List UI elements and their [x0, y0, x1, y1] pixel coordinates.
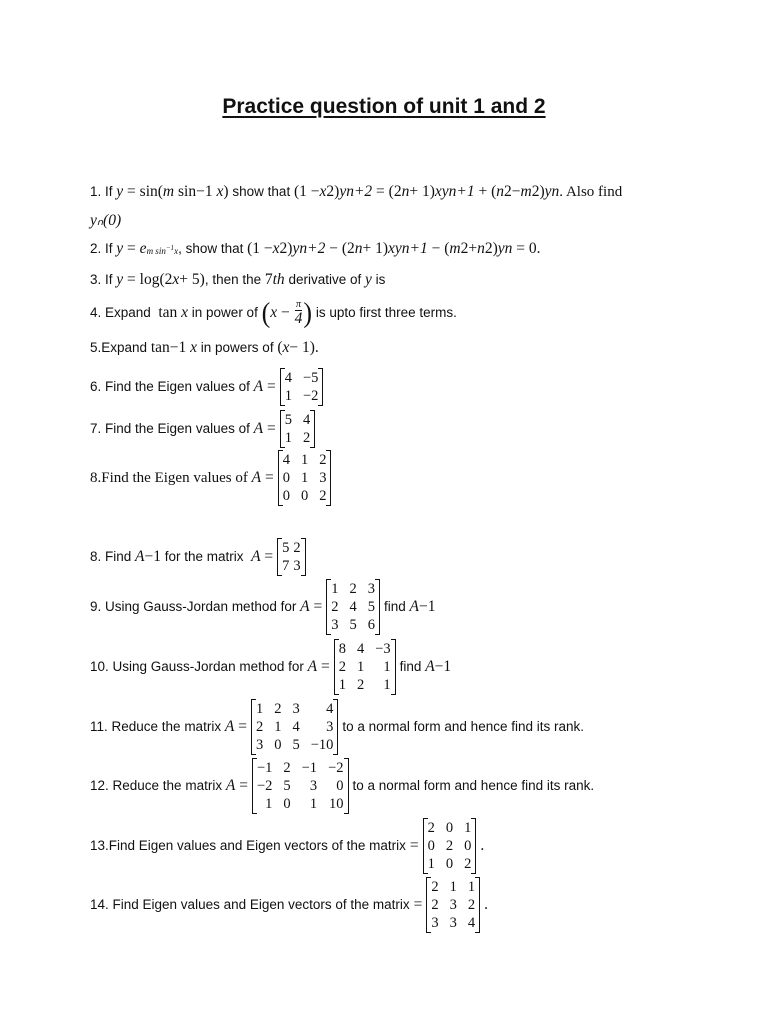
- q4-mid: in power of: [191, 305, 258, 321]
- matrix-cell: −10: [310, 737, 334, 754]
- matrix-cell: 1: [383, 659, 391, 676]
- matrix-cell: 1: [449, 879, 457, 895]
- matrix-cell: 2: [349, 581, 357, 597]
- q9-end: find: [383, 599, 406, 615]
- matrix-cell: 1: [255, 701, 264, 717]
- matrix-cell: 3: [309, 778, 318, 795]
- matrix-cell: 1: [284, 430, 292, 447]
- page-title: Practice question of unit 1 and 2: [222, 95, 546, 118]
- matrix-cell: 2: [467, 897, 476, 914]
- q8b-mid: for the matrix: [164, 549, 244, 565]
- q8a-label: 8.Find the Eigen values of: [90, 470, 248, 487]
- matrix-cell: 2: [464, 856, 472, 873]
- matrix-cell: 2: [427, 820, 435, 836]
- matrix-cell: 5: [284, 412, 292, 428]
- matrix-cell: 2: [274, 701, 282, 717]
- matrix-cell: −2: [302, 388, 319, 405]
- q7-label: 7. Find the Eigen values of: [90, 421, 250, 437]
- matrix-cell: 3: [319, 470, 327, 487]
- matrix-cell: −2: [328, 760, 344, 776]
- matrix-cell: 3: [326, 719, 334, 736]
- matrix-cell: 4: [349, 599, 357, 616]
- question-8b: 8. Find A −1 for the matrix A = 5 2 7 3: [90, 538, 310, 576]
- matrix-cell: 7: [282, 558, 290, 575]
- matrix-cell: 3: [449, 897, 457, 914]
- matrix-cell: 4: [292, 719, 300, 736]
- matrix-cell: 2: [338, 659, 346, 676]
- q11-label: 11. Reduce the matrix: [90, 719, 222, 735]
- question-9: 9. Using Gauss-Jordan method for A = 1 2 3 2 4 5 3 5 6 find A −1: [90, 579, 435, 635]
- q1-second-line: yₙ(0): [90, 212, 122, 229]
- q5-label: 5.Expand: [90, 340, 148, 356]
- matrix-cell: 1: [467, 879, 476, 895]
- matrix-cell: −2: [256, 778, 273, 795]
- matrix-cell: 1: [356, 659, 365, 676]
- q10-label: 10. Using Gauss-Jordan method for: [90, 659, 304, 675]
- matrix-cell: 5: [282, 540, 290, 556]
- matrix-cell: 0: [282, 470, 290, 487]
- matrix-cell: 4: [284, 370, 292, 386]
- question-3: 3. If y = log(2 x + 5) , then the 7 th derivative of y is: [90, 271, 386, 289]
- matrix-cell: 2: [331, 599, 339, 616]
- question-13: 13.Find Eigen values and Eigen vectors of the matrix = 2 0 1 0 2 0 1 0 2 .: [90, 818, 484, 874]
- question-8a: 8.Find the Eigen values of A = 4 1 2 0 1 3 0 0 2: [90, 450, 335, 506]
- q3-mid2: derivative of: [288, 272, 362, 288]
- matrix-cell: 1: [427, 856, 435, 873]
- q13-matrix: [423, 818, 477, 874]
- q8b-label: 8. Find: [90, 549, 132, 565]
- matrix-cell: −1: [301, 760, 318, 776]
- matrix-cell: 2: [255, 719, 264, 736]
- q8a-matrix: [278, 450, 332, 506]
- q6-matrix: [280, 368, 324, 406]
- q10-matrix: [334, 639, 396, 695]
- matrix-cell: 6: [367, 617, 375, 634]
- matrix-cell: 4: [356, 641, 365, 657]
- matrix-cell: 5: [367, 599, 375, 616]
- matrix-cell: 0: [464, 838, 472, 855]
- matrix-cell: 0: [274, 737, 282, 754]
- q5-mid: in powers of: [200, 340, 274, 356]
- matrix-cell: 0: [300, 488, 309, 505]
- matrix-cell: 1: [300, 470, 309, 487]
- matrix-cell: 3: [292, 701, 300, 717]
- q14-label: 14. Find Eigen values and Eigen vectors of the matrix: [90, 897, 410, 913]
- question-11: 11. Reduce the matrix A = 1 2 3 4 2 1 4 3 3 0 5 −10 to a normal form and hence find its rank.: [90, 699, 584, 755]
- matrix-cell: 2: [445, 838, 454, 855]
- matrix-cell: 1: [309, 796, 318, 813]
- matrix-cell: 1: [331, 581, 339, 597]
- matrix-cell: 2: [319, 488, 327, 505]
- q3-end: is: [375, 272, 386, 288]
- matrix-cell: 3: [431, 915, 439, 932]
- matrix-cell: 1: [284, 388, 292, 405]
- q12-end: to a normal form and hence find its rank.: [352, 778, 595, 794]
- q10-end: find: [399, 659, 422, 675]
- matrix-cell: 4: [302, 412, 311, 428]
- matrix-cell: 0: [283, 796, 291, 813]
- matrix-cell: 0: [282, 488, 290, 505]
- matrix-cell: −1: [256, 760, 273, 776]
- q12-label: 12. Reduce the matrix: [90, 778, 223, 794]
- q12-matrix: [252, 758, 349, 814]
- q3-label: 3. If: [90, 272, 113, 288]
- q11-matrix: [251, 699, 338, 755]
- matrix-cell: 3: [367, 581, 375, 597]
- question-5: 5.Expand tan −1 x in powers of ( x − 1).: [90, 339, 319, 357]
- matrix-cell: 1: [300, 452, 309, 468]
- matrix-cell: 2: [302, 430, 311, 447]
- matrix-cell: 0: [445, 820, 454, 836]
- matrix-cell: 4: [467, 915, 476, 932]
- matrix-cell: −5: [302, 370, 319, 386]
- q14-matrix: [426, 877, 480, 933]
- question-12: 12. Reduce the matrix A = −1 2 −1 −2 −2 5 3 0 1 0 1 10 to a normal form and hence find its rank.: [90, 758, 594, 814]
- q3-mid: , then the: [204, 272, 262, 288]
- matrix-cell: 5: [349, 617, 357, 634]
- matrix-cell: 0: [445, 856, 454, 873]
- matrix-cell: 2: [293, 540, 301, 556]
- matrix-cell: 3: [449, 915, 457, 932]
- q9-label: 9. Using Gauss-Jordan method for: [90, 599, 297, 615]
- q4-label: 4. Expand: [90, 305, 151, 321]
- matrix-cell: 2: [431, 879, 439, 895]
- question-1-line2: [90, 212, 121, 231]
- matrix-cell: 3: [331, 617, 339, 634]
- question-1: 1. If y = sin( m sin −1 x ) show that (1 − x 2 ) y n+2 = (2 n + 1) xy n+1 + ( n 2 − m 2 ) y n . Also find: [90, 183, 623, 201]
- question-10: 10. Using Gauss-Jordan method for A = 8 4 −3 2 1 1 1 2 1 find A −1: [90, 639, 451, 695]
- q2-mid: , show that: [178, 241, 244, 257]
- q1-mid: show that: [232, 184, 291, 200]
- matrix-cell: 8: [338, 641, 346, 657]
- q1-label: 1. If: [90, 184, 113, 200]
- matrix-cell: 4: [326, 701, 334, 717]
- matrix-cell: 2: [356, 677, 365, 694]
- q9-matrix: [326, 579, 380, 635]
- matrix-cell: 1: [274, 719, 282, 736]
- matrix-cell: 2: [319, 452, 327, 468]
- matrix-cell: 4: [282, 452, 290, 468]
- matrix-cell: 1: [383, 677, 391, 694]
- matrix-cell: 10: [329, 796, 344, 813]
- matrix-cell: 1: [338, 677, 346, 694]
- question-4: 4. Expand tan x in power of ( x − $\frac{\pi}{4}$ ) is upto first three terms.: [90, 296, 457, 329]
- q11-end: to a normal form and hence find its rank.: [342, 719, 584, 735]
- matrix-cell: 3: [255, 737, 264, 754]
- matrix-cell: 1: [265, 796, 273, 813]
- matrix-cell: 3: [293, 558, 301, 575]
- matrix-cell: 2: [283, 760, 291, 776]
- question-6: 6. Find the Eigen values of A = 4 −5 1 −2: [90, 368, 327, 406]
- q1-end: . Also find: [559, 184, 623, 201]
- matrix-cell: 1: [464, 820, 472, 836]
- matrix-cell: 0: [427, 838, 435, 855]
- matrix-cell: 2: [431, 897, 439, 914]
- q13-label: 13.Find Eigen values and Eigen vectors of the matrix: [90, 838, 406, 854]
- question-7: 7. Find the Eigen values of A = 5 4 1 2: [90, 410, 319, 448]
- matrix-cell: −3: [375, 641, 391, 657]
- matrix-cell: 5: [283, 778, 291, 795]
- question-2: 2. If y = e m $\sin^{-1}x$ , show that (1 − x 2 ) y n+2 − (2 n + 1) xy n+1 − ( m 2 + n 2 ) y n = 0.: [90, 240, 541, 258]
- q8b-matrix: [277, 538, 306, 576]
- question-14: 14. Find Eigen values and Eigen vectors of the matrix = 2 1 1 2 3 2 3 3 4 .: [90, 877, 488, 933]
- q2-label: 2. If: [90, 241, 113, 257]
- q6-label: 6. Find the Eigen values of: [90, 379, 250, 395]
- matrix-cell: 5: [292, 737, 300, 754]
- q4-end: is upto first three terms.: [315, 305, 457, 321]
- matrix-cell: 0: [336, 778, 344, 795]
- q1-formula: y: [116, 183, 124, 200]
- q7-matrix: [280, 410, 316, 448]
